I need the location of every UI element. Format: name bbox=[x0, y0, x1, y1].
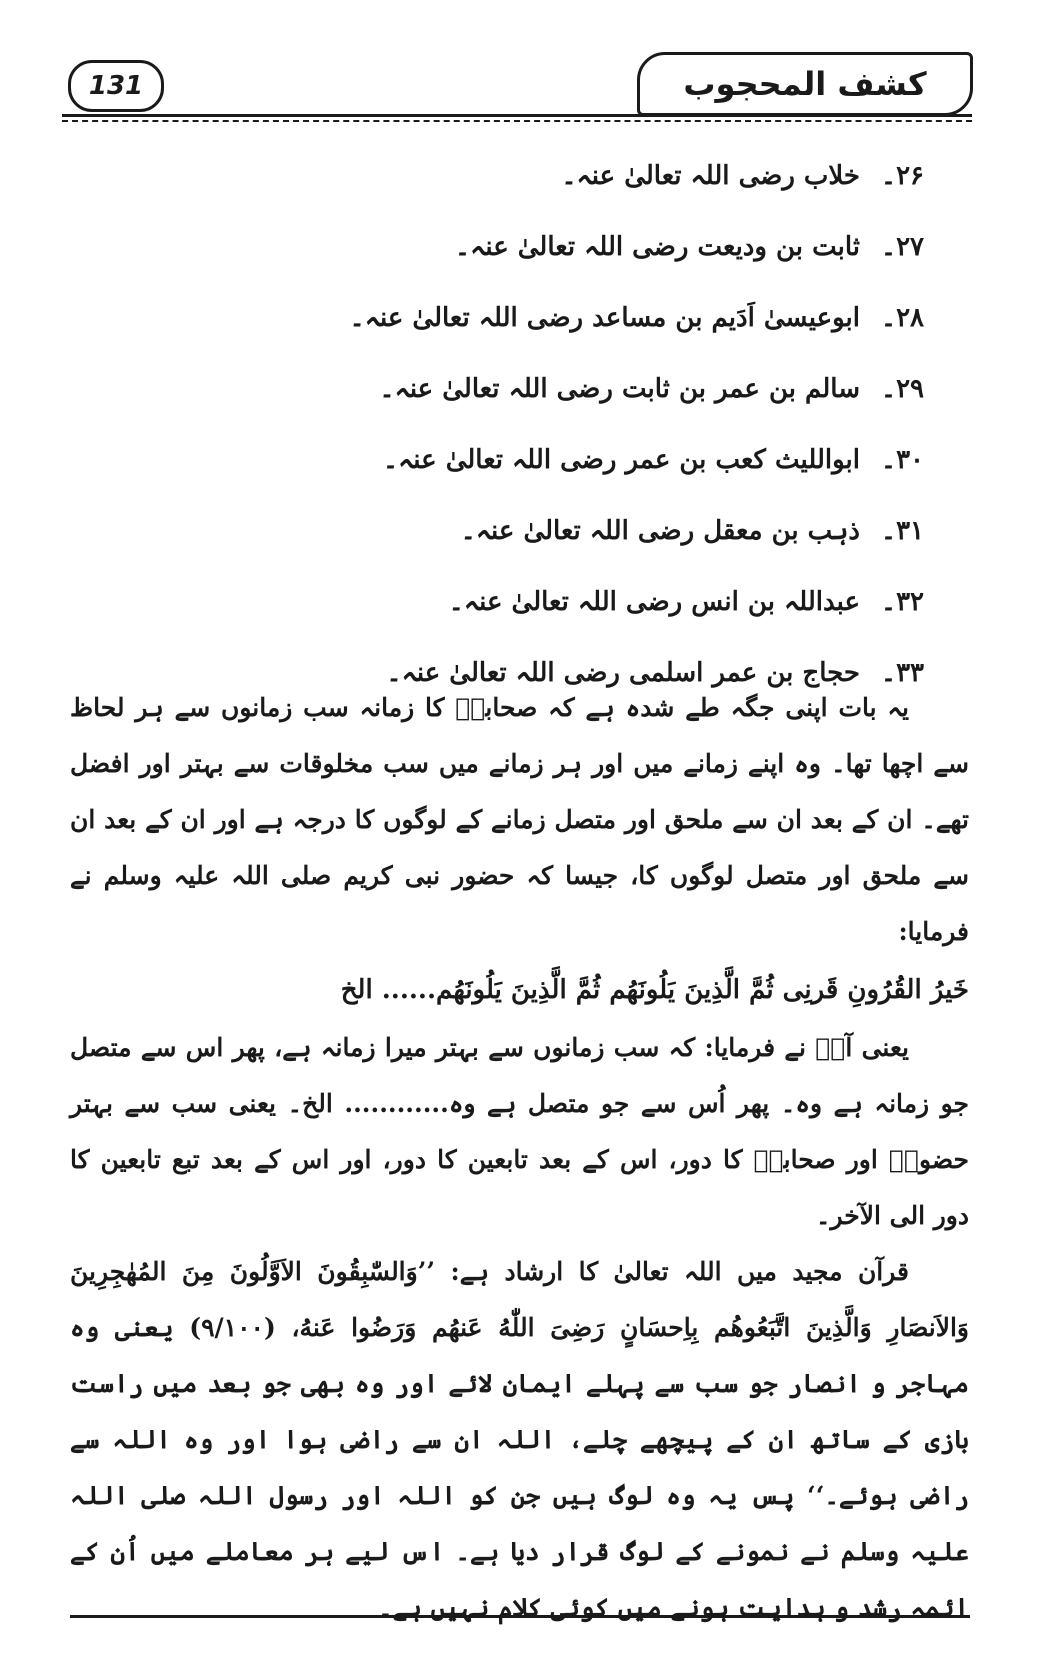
companions-list bbox=[324, 140, 924, 708]
paragraph-hadith-explanation: یعنی آپؐ نے فرمایا: کہ سب زمانوں سے بہتر میرا زمانہ ہے، پھر اس سے متصل جو زمانہ ہے وہ۔ پھر اُس سے جو متصل ہے وہ............ الخ۔ یعنی سب سے بہتر حضورؐ اور صحابہؓ کا دور، اس کے بعد تابعین کا دور، اور اس کے بعد تبع تابعین کا دور الی الآخر۔ bbox=[70, 1033, 969, 1230]
list-item-text: عبداللہ بن انس رضی اللہ تعالیٰ عنہ۔ bbox=[448, 586, 860, 617]
list-item-number: ۲۶۔ bbox=[880, 160, 924, 191]
list-item-number: ۳۲۔ bbox=[880, 586, 924, 617]
list-item-text: خلاب رضی اللہ تعالیٰ عنہ۔ bbox=[561, 160, 860, 191]
footer-divider bbox=[70, 1615, 970, 1618]
list-item-number: ۲۸۔ bbox=[880, 302, 924, 333]
header-divider bbox=[62, 114, 972, 117]
page-number: 131 bbox=[88, 71, 144, 101]
list-item-text: سالم بن عمر بن ثابت رضی اللہ تعالیٰ عنہ۔ bbox=[379, 373, 860, 404]
list-item-text: ذہب بن معقل رضی اللہ تعالیٰ عنہ۔ bbox=[460, 515, 860, 546]
page-body bbox=[70, 680, 969, 1636]
list-item bbox=[324, 424, 924, 495]
hadith-quote: خَیرُ القُرُونِ قَرنِی ثُمَّ الَّذِینَ یَلُونَهُم ثُمَّ الَّذِینَ یَلُونَهُم...... الخ bbox=[340, 975, 969, 1005]
header-divider-dashed bbox=[62, 120, 972, 122]
list-item-number: ۳۰۔ bbox=[880, 444, 924, 475]
list-item-number: ۳۱۔ bbox=[880, 515, 924, 546]
page-number-badge bbox=[68, 60, 164, 112]
book-title: کشف المحجوب bbox=[683, 65, 927, 103]
paragraph-quran-verse: قرآن مجید میں اللہ تعالیٰ کا ارشاد ہے: ’’وَالسّٰبِقُونَ الاَوَّلُونَ مِنَ المُهٰجِرِینَ وَالاَنصَارِ وَالَّذِینَ اتَّبَعُوهُم بِاِحسَانٍ رَضِیَ اللّٰهُ عَنهُم وَرَضُوا عَنهُ، (۹/۱۰۰) یعنی وہ مہاجر و انصار جو سب سے پہلے ایمان لائے اور وہ بھی جو بعد میں راست بازی کے ساتھ ان کے پیچھے چلے، اللہ ان سے راضی ہوا اور وہ اللہ سے راضی ہوئے۔‘‘ پس یہ وہ لوگ ہیں جن کو اللہ اور رسول اللہ صلی اللہ علیہ وسلم نے نمونے کے لوگ قرار دیا ہے۔ اس لیے ہر معاملے میں اُن کے ائمہ رشد و ہدایت ہونے میں کوئی کلام نہیں ہے۔ bbox=[70, 1257, 969, 1622]
list-item bbox=[324, 282, 924, 353]
list-item-number: ۲۹۔ bbox=[880, 373, 924, 404]
list-item bbox=[324, 566, 924, 637]
paragraph-sahaba-era: یہ بات اپنی جگہ طے شدہ ہے کہ صحابہؓ کا زمانہ سب زمانوں سے ہر لحاظ سے اچھا تھا۔ وہ اپنے زمانے میں اور ہر زمانے میں سب مخلوقات سے بہتر اور افضل تھے۔ ان کے بعد ان سے ملحق اور متصل زمانے کے لوگوں کا درجہ ہے اور ان کے بعد ان سے ملحق اور متصل لوگوں کا، جیسا کہ حضور نبی کریم صلی اللہ علیہ وسلم نے فرمایا: bbox=[70, 693, 969, 946]
book-title-badge bbox=[637, 52, 973, 116]
list-item-text: ابوعیسیٰ اَدَیم بن مساعد رضی اللہ تعالیٰ عنہ۔ bbox=[349, 302, 860, 333]
list-item bbox=[324, 140, 924, 211]
list-item-text: حجاج بن عمر اسلمی رضی اللہ تعالیٰ عنہ۔ bbox=[386, 657, 860, 688]
list-item-text: ابواللیث کعب بن عمر رضی اللہ تعالیٰ عنہ۔ bbox=[382, 444, 860, 475]
list-item bbox=[324, 211, 924, 282]
list-item bbox=[324, 353, 924, 424]
list-item-number: ۳۳۔ bbox=[880, 657, 924, 688]
list-item-text: ثابت بن ودیعت رضی اللہ تعالیٰ عنہ۔ bbox=[454, 231, 860, 262]
list-item bbox=[324, 495, 924, 566]
list-item-number: ۲۷۔ bbox=[880, 231, 924, 262]
